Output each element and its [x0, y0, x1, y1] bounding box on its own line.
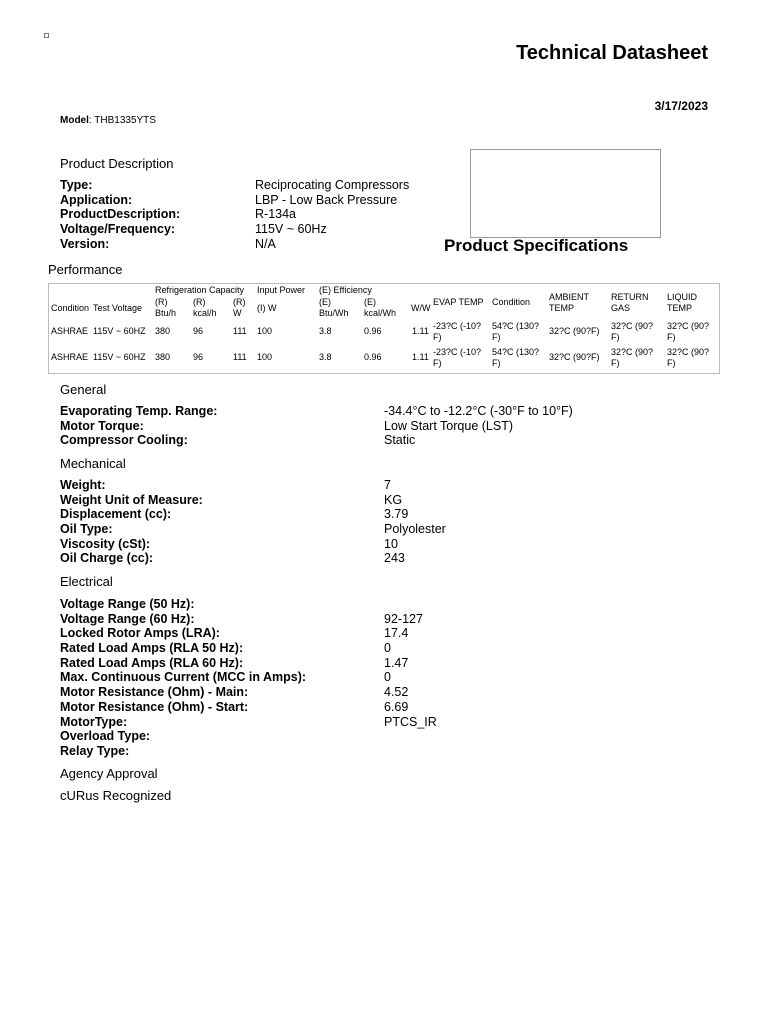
field-label: Motor Resistance (Ohm) - Start: — [60, 699, 249, 714]
list-item — [60, 522, 660, 537]
col-liquid-1: LIQUID — [667, 292, 698, 302]
performance-heading: Performance — [48, 262, 123, 277]
field-label: Weight Unit of Measure: — [60, 492, 203, 507]
cell-condition: ASHRAE — [51, 326, 89, 336]
page-marker — [44, 33, 49, 38]
col-ambient-1: AMBIENT — [549, 292, 590, 302]
col-i-w: (I) W — [257, 303, 277, 313]
general-heading: General — [60, 382, 107, 397]
cell-condition: ASHRAE — [51, 352, 89, 362]
list-item — [60, 626, 660, 641]
general-list — [60, 404, 660, 448]
field-label: Motor Resistance (Ohm) - Main: — [60, 685, 249, 700]
field-label: Weight: — [60, 478, 106, 492]
col-return-1: RETURN — [611, 292, 649, 302]
table-row — [49, 347, 719, 371]
list-item — [60, 744, 660, 759]
cell-r-w: 111 — [233, 326, 247, 336]
list-item — [60, 193, 440, 208]
list-item — [60, 685, 660, 700]
cell-return-1: 32?C (90? — [611, 347, 654, 357]
cell-cond-1: 54?C (130? — [492, 321, 540, 331]
field-value: 0 — [384, 670, 391, 685]
col-r-w-2: W — [233, 308, 242, 318]
field-label: ProductDescription: — [60, 207, 181, 222]
field-value: 4.52 — [384, 685, 409, 700]
field-value: -34.4°C to -12.2°C (-30°F to 10°F) — [384, 404, 573, 418]
document-date: 3/17/2023 — [654, 99, 708, 113]
field-label: Voltage/Frequency: — [60, 222, 176, 237]
list-item — [60, 715, 660, 730]
col-condition-temp: Condition — [492, 297, 531, 307]
cell-voltage: 115V ~ 60HZ — [93, 352, 146, 362]
field-value: 17.4 — [384, 626, 409, 641]
cell-return-2: F) — [611, 332, 620, 342]
field-label: Version: — [60, 236, 110, 251]
field-label: Type: — [60, 178, 93, 192]
field-label: Application: — [60, 192, 133, 207]
list-item — [60, 207, 440, 222]
col-ww: W/W — [411, 303, 431, 313]
cell-cond-2: F) — [492, 332, 501, 342]
field-label: Rated Load Amps (RLA 50 Hz): — [60, 641, 244, 656]
list-item — [60, 433, 660, 448]
list-item — [60, 478, 660, 493]
list-item — [60, 404, 660, 419]
product-image-placeholder — [470, 149, 661, 238]
field-value: KG — [384, 492, 403, 507]
list-item — [60, 700, 660, 715]
col-ambient-2: TEMP — [549, 303, 575, 313]
list-item — [60, 656, 660, 671]
cell-e-btu: 3.8 — [319, 352, 332, 362]
cell-liquid-2: F) — [667, 358, 676, 368]
product-description-list — [60, 178, 440, 251]
cell-e-btu: 3.8 — [319, 326, 332, 336]
list-item — [60, 537, 660, 552]
field-label: Viscosity (cSt): — [60, 536, 151, 551]
cell-voltage: 115V ~ 60HZ — [93, 326, 146, 336]
list-item — [60, 641, 660, 656]
field-value: LBP - Low Back Pressure — [255, 192, 398, 207]
page-title: Technical Datasheet — [516, 42, 708, 64]
col-condition: Condition — [51, 303, 90, 313]
col-e-btu-2: Btu/Wh — [319, 308, 349, 318]
list-item — [60, 507, 660, 522]
field-label: Rated Load Amps (RLA 60 Hz): — [60, 655, 244, 670]
model-value: : THB1335YTS — [88, 115, 156, 126]
list-item — [60, 612, 660, 627]
cell-r-kcal: 96 — [193, 326, 204, 336]
col-e-btu-1: (E) — [319, 297, 331, 307]
field-value: PTCS_IR — [384, 714, 437, 729]
field-value: Low Start Torque (LST) — [384, 418, 513, 433]
cell-liquid-2: F) — [667, 332, 676, 342]
col-evap-temp: EVAP TEMP — [433, 297, 484, 307]
cell-cond-2: F) — [492, 358, 501, 368]
field-label: Locked Rotor Amps (LRA): — [60, 626, 220, 641]
col-return-2: GAS — [611, 303, 631, 313]
cell-evap-1: -23?C (-10? — [433, 321, 482, 331]
field-label: Evaporating Temp. Range: — [60, 404, 218, 418]
field-label: Relay Type: — [60, 743, 130, 758]
col-e-kcal-1: (E) — [364, 297, 376, 307]
field-value: 1.47 — [384, 655, 409, 670]
col-r-btuh-2: Btu/h — [155, 308, 177, 318]
list-item — [60, 222, 440, 237]
field-label: Compressor Cooling: — [60, 433, 188, 448]
mechanical-list — [60, 478, 660, 566]
list-item — [60, 597, 660, 612]
cell-evap-2: F) — [433, 358, 442, 368]
field-value: 0 — [384, 641, 391, 656]
field-label: Max. Continuous Current (MCC in Amps): — [60, 670, 307, 685]
field-label: Voltage Range (60 Hz): — [60, 611, 195, 626]
cell-evap-1: -23?C (-10? — [433, 347, 482, 357]
group-header-refrigeration: Refrigeration Capacity — [155, 285, 245, 295]
cell-r-kcal: 96 — [193, 352, 204, 362]
cell-evap-2: F) — [433, 332, 442, 342]
group-header-input-power: Input Power — [257, 285, 306, 295]
cell-ww: 1.11 — [412, 326, 429, 336]
performance-table — [48, 283, 720, 374]
field-value: 10 — [384, 536, 398, 551]
cell-r-w: 111 — [233, 352, 247, 362]
field-value: 243 — [384, 551, 405, 566]
product-specifications-title: Product Specifications — [444, 236, 629, 255]
field-value: R-134a — [255, 207, 296, 222]
cell-e-kcal: 0.96 — [364, 326, 382, 336]
group-header-efficiency: (E) Efficiency — [319, 285, 372, 295]
col-e-kcal-2: kcal/Wh — [364, 308, 397, 318]
electrical-list — [60, 597, 660, 759]
list-item — [60, 419, 660, 434]
col-liquid-2: TEMP — [667, 303, 693, 313]
cell-ambient: 32?C (90?F) — [549, 352, 600, 362]
cell-i-w: 100 — [257, 352, 273, 362]
field-value: Static — [384, 433, 416, 448]
electrical-heading: Electrical — [60, 574, 113, 589]
cell-return-1: 32?C (90? — [611, 321, 654, 331]
col-r-btuh-1: (R) — [155, 297, 168, 307]
col-r-w-1: (R) — [233, 297, 246, 307]
field-label: Oil Charge (cc): — [60, 551, 154, 566]
field-value: 3.79 — [384, 507, 409, 522]
field-value: Reciprocating Compressors — [255, 178, 410, 192]
field-value: 7 — [384, 478, 391, 492]
field-value: Polyolester — [384, 522, 446, 537]
model-line — [60, 115, 156, 126]
cell-return-2: F) — [611, 358, 620, 368]
field-label: Oil Type: — [60, 522, 113, 537]
field-label: MotorType: — [60, 714, 128, 729]
cell-liquid-1: 32?C (90? — [667, 347, 710, 357]
field-value: 92-127 — [384, 611, 423, 626]
list-item — [60, 670, 660, 685]
model-label: Model — [60, 115, 89, 126]
cell-e-kcal: 0.96 — [364, 352, 382, 362]
table-row — [49, 321, 719, 345]
list-item — [60, 729, 660, 744]
cell-liquid-1: 32?C (90? — [667, 321, 710, 331]
field-label: Motor Torque: — [60, 418, 144, 433]
col-test-voltage: Test Voltage — [93, 303, 143, 313]
field-label: Displacement (cc): — [60, 507, 172, 522]
field-label: Voltage Range (50 Hz): — [60, 597, 195, 611]
col-r-kcal-1: (R) — [193, 297, 206, 307]
list-item — [60, 493, 660, 508]
cell-ambient: 32?C (90?F) — [549, 326, 600, 336]
cell-ww: 1.11 — [412, 352, 429, 362]
list-item — [60, 178, 440, 193]
cell-r-btuh: 380 — [155, 326, 171, 336]
field-value: 115V ~ 60Hz — [255, 222, 327, 237]
field-value: N/A — [255, 236, 276, 251]
cell-i-w: 100 — [257, 326, 273, 336]
field-label: Overload Type: — [60, 729, 151, 744]
product-description-heading: Product Description — [60, 156, 174, 171]
agency-approval-value: cURus Recognized — [60, 788, 172, 803]
mechanical-heading: Mechanical — [60, 456, 126, 471]
cell-r-btuh: 380 — [155, 352, 171, 362]
field-value: 6.69 — [384, 699, 409, 714]
agency-approval-heading: Agency Approval — [60, 766, 158, 781]
list-item — [60, 551, 660, 566]
cell-cond-1: 54?C (130? — [492, 347, 540, 357]
col-r-kcal-2: kcal/h — [193, 308, 217, 318]
list-item — [60, 237, 440, 252]
